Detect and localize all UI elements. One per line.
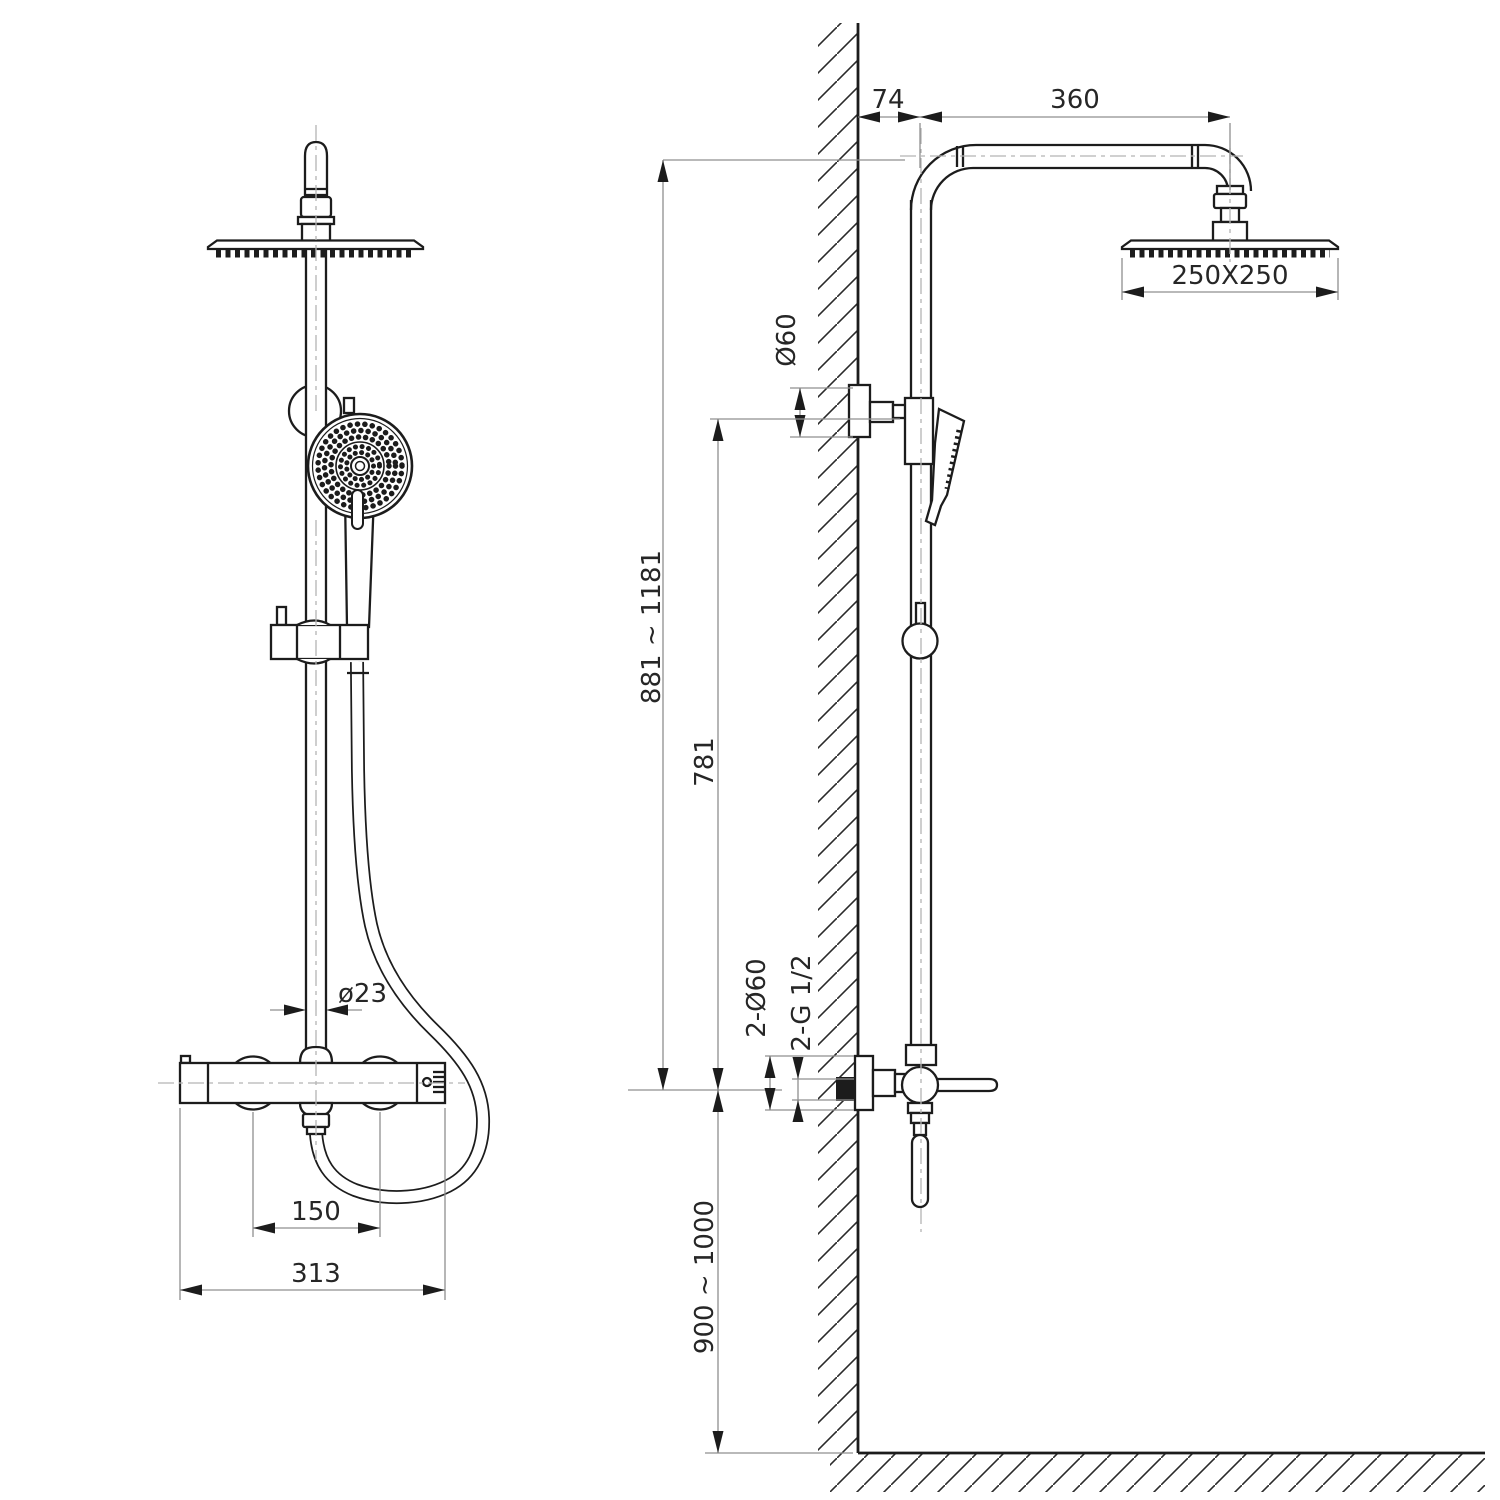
dim-label-install-height: 900 ~ 1000 [690, 1199, 721, 1355]
mixer-valve-front [180, 1047, 445, 1134]
arm-inner-edge [931, 168, 1228, 210]
dim-label-head-size: 250X250 [1171, 261, 1289, 291]
valve-body-side [902, 1067, 938, 1103]
shower-arm-side [911, 145, 1251, 241]
wall-thread-nipple [836, 1077, 856, 1101]
dim-label-arm-length: 360 [1050, 85, 1100, 115]
bracket-escutcheon-side [849, 385, 870, 437]
wall-section [818, 23, 858, 1453]
bracket-pin-front [344, 398, 354, 413]
spray-mode-lever [352, 490, 363, 529]
dim-label-height-range: 881 ~ 1181 [637, 549, 668, 705]
dim-label-thread: 2-G 1/2 [787, 954, 818, 1052]
outlet-nut-side [911, 1113, 929, 1123]
outlet-flange-side [908, 1103, 932, 1113]
valve-lever-side [937, 1079, 997, 1091]
inlet-connector-side [873, 1070, 895, 1096]
hose-outer [316, 662, 483, 1197]
holder-body-front [271, 625, 368, 659]
mixer-valve-side [836, 1045, 997, 1207]
dim-label-body-width: 313 [291, 1259, 341, 1289]
dim-label-inlet-spacing: 150 [291, 1197, 341, 1227]
hose-inner [316, 662, 483, 1197]
bracket-sleeve-side [905, 398, 933, 464]
dim-label-wall-offset: 74 [871, 85, 905, 115]
dim-head-size [1122, 258, 1338, 300]
side-view [836, 145, 1338, 1207]
dim-pipe-diameter [270, 979, 387, 1016]
dim-label-pipe-diameter: ø23 [338, 979, 387, 1009]
shower-hose-front [316, 662, 483, 1197]
center-hole [356, 462, 365, 471]
dim-label-bracket-diameter: Ø60 [772, 313, 803, 367]
dim-label-bracket-height: 781 [690, 737, 721, 787]
front-view [180, 142, 483, 1197]
floor-section [830, 1453, 1485, 1492]
escutcheon-side [855, 1056, 873, 1110]
slider-knob-side [903, 624, 938, 659]
outlet-nipple-side [914, 1123, 926, 1135]
holder-pin-front [277, 607, 286, 625]
hose-end-side [912, 1135, 928, 1207]
dim-height-range [628, 160, 905, 1090]
wall-hatch [818, 23, 858, 1453]
dim-label-escutcheons: 2-Ø60 [742, 958, 773, 1038]
floor-hatch [830, 1453, 1485, 1492]
